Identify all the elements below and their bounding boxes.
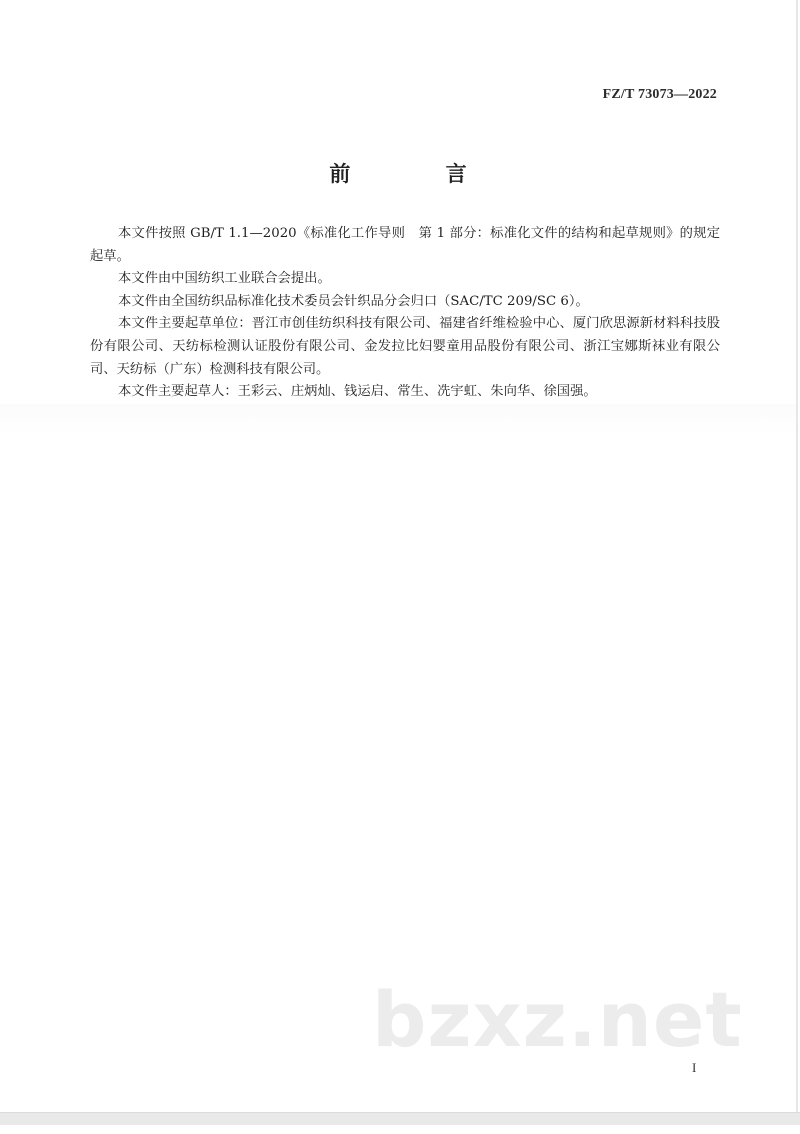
foreword-body	[90, 223, 720, 404]
watermark-text: bzxz.net	[372, 975, 743, 1064]
next-page-edge	[0, 1125, 800, 1134]
paragraph-drafting-rules: 本文件按照 GB/T 1.1—2020《标准化工作导则 第 1 部分：标准化文件的结构和起草规则》的规定起草。	[90, 226, 720, 264]
paragraph-technical-committee: 本文件由全国纺织品标准化技术委员会针织品分会归口（SAC/TC 209/SC 6）。	[118, 293, 589, 309]
paragraph-proposer: 本文件由中国纺织工业联合会提出。	[118, 271, 331, 287]
scan-shading	[0, 404, 796, 434]
page-number: I	[692, 1060, 697, 1075]
page-separator	[0, 1112, 800, 1126]
standard-code-header: FZ/T 73073—2022	[602, 87, 717, 102]
page-title: 前 言	[329, 162, 511, 186]
paragraph-drafters: 本文件主要起草人：王彩云、庄炳灿、钱运启、常生、冼宇虹、朱向华、徐国强。	[118, 384, 597, 400]
paragraph-drafting-organizations: 本文件主要起草单位：晋江市创佳纺织科技有限公司、福建省纤维检验中心、厦门欣思源新材料科技股份有限公司、天纺标检测认证股份有限公司、金发拉比妇婴童用品股份有限公司、浙江宝娜斯袜业有限公司、天纺标（广东）检测科技有限公司。	[90, 316, 720, 377]
